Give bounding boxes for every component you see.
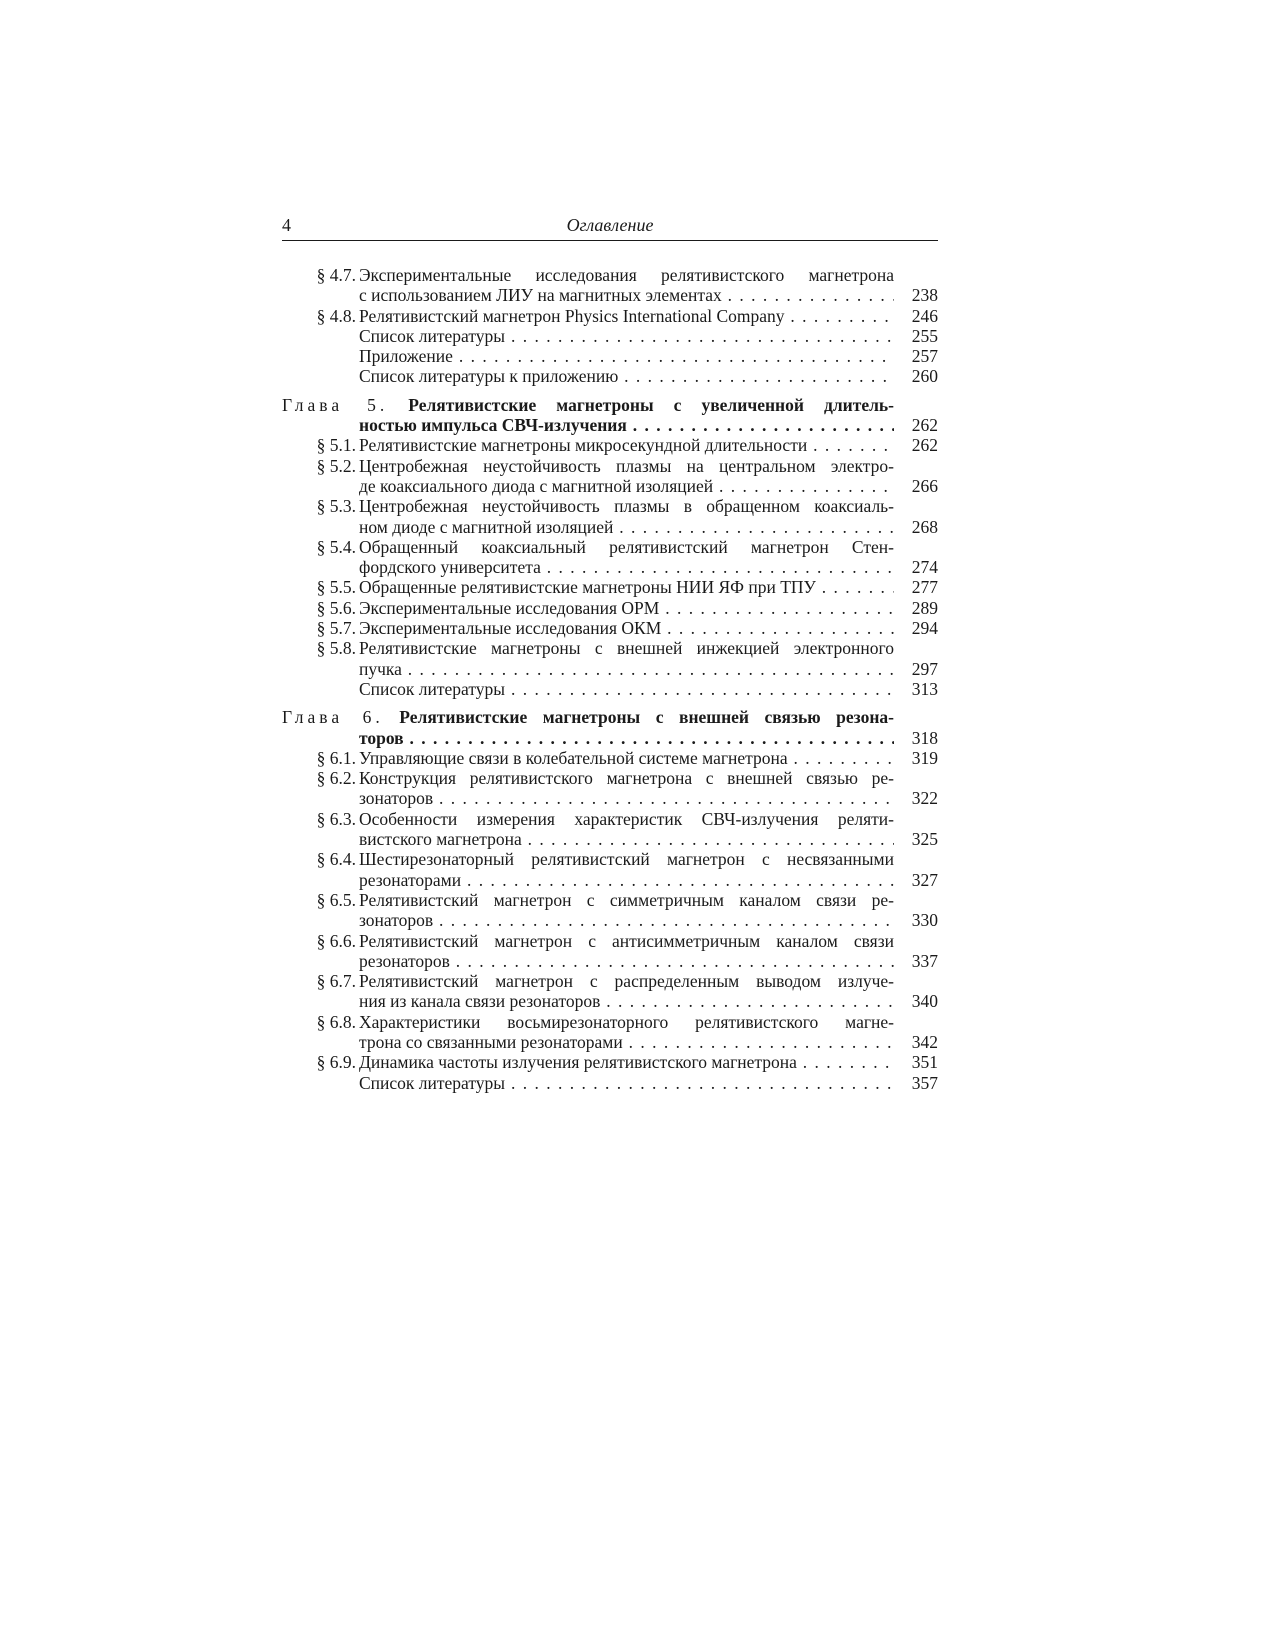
toc-entry-line (282, 306, 938, 326)
entry-title (359, 435, 894, 455)
entry-title-continued (359, 870, 894, 890)
running-title: Оглавление (566, 215, 654, 235)
chapter-title-continued (359, 415, 894, 435)
toc-entry-line (282, 476, 938, 496)
running-header (282, 214, 938, 241)
toc-entry-line (282, 537, 938, 557)
page-ref: 327 (911, 869, 938, 890)
entry-title-text: Приложение . . . (359, 346, 894, 366)
page-ref: 238 (911, 285, 938, 306)
entry-title-text: Динамика частоты излучения релятивистского магнетрона . . . (359, 1052, 894, 1072)
page-ref: 342 (911, 1031, 938, 1052)
section-number: § 5.6. (316, 597, 356, 618)
toc-entry-line (282, 890, 938, 910)
entry-title-text: ном диоде с магнитной изоляцией . . . (359, 517, 894, 537)
section-number: § 4.8. (316, 305, 356, 326)
entry-title: Шестирезонаторный релятивистский магнетрон с несвязанными (359, 849, 894, 870)
entry-title: Релятивистский магнетрон с симметричным каналом связи ре- (359, 889, 894, 910)
chapter-heading (282, 395, 938, 415)
entry-title-continued (359, 285, 894, 305)
page-ref: 277 (911, 577, 938, 598)
page-ref: 330 (911, 910, 938, 931)
toc-entry-line (282, 285, 938, 305)
toc-entry-line (282, 517, 938, 537)
entry-title-text: пучка . . . (359, 659, 894, 679)
entry-title-text: Список литературы . . . (359, 1073, 894, 1093)
chapter-title-text: Релятивистские магнетроны с увеличенной длитель- (408, 394, 894, 415)
section-number: § 5.1. (316, 435, 356, 456)
entry-title-continued (359, 991, 894, 1011)
entry-title-text: с использованием ЛИУ на магнитных элементах . . . (359, 285, 894, 305)
section-number: § 6.8. (316, 1011, 356, 1032)
chapter-title (282, 707, 894, 727)
toc-entry-line (282, 1012, 938, 1032)
entry-title: Релятивистский магнетрон с распределенным выводом излуче- (359, 971, 894, 992)
entry-title (359, 346, 894, 366)
toc-entry-line (282, 991, 938, 1011)
section-number: § 5.5. (316, 577, 356, 598)
entry-title: Центробежная неустойчивость плазмы на центральном электро- (359, 455, 894, 476)
section-number: § 5.7. (316, 618, 356, 639)
entry-title-text: Релятивистские магнетроны микросекундной длительности . . . (359, 435, 894, 455)
toc-entry-line (282, 679, 938, 699)
entry-title-text: резонаторами . . . (359, 870, 894, 890)
page-ref: 337 (911, 950, 938, 971)
toc-entry-line (282, 971, 938, 991)
entry-title-text: Список литературы к приложению . . . (359, 366, 894, 386)
toc-entry-line (282, 870, 938, 890)
entry-title-continued (359, 910, 894, 930)
toc-entry-line (282, 659, 938, 679)
entry-title: Центробежная неустойчивость плазмы в обращенном коаксиаль- (359, 496, 894, 517)
chapter-4-tail (282, 265, 938, 387)
entry-title-continued (359, 476, 894, 496)
page-ref: 289 (911, 597, 938, 618)
toc-entry-line (282, 577, 938, 597)
page-ref: 357 (911, 1072, 938, 1093)
toc-entry-line (282, 931, 938, 951)
entry-title (359, 366, 894, 386)
entry-title: Особенности измерения характеристик СВЧ-излучения реляти- (359, 808, 894, 829)
chapter-heading (282, 728, 938, 748)
entry-title-continued (359, 557, 894, 577)
section-number: § 6.2. (316, 768, 356, 789)
page-ref: 294 (911, 618, 938, 639)
entry-title-continued (359, 659, 894, 679)
section-number: § 6.9. (316, 1052, 356, 1073)
entry-title-text: Список литературы . . . (359, 326, 894, 346)
entry-title: Характеристики восьмирезонаторного релятивистского магне- (359, 1011, 894, 1032)
page-ref: 255 (911, 325, 938, 346)
entry-title (359, 326, 894, 346)
toc-entry-line (282, 1052, 938, 1072)
entry-title-text: зонаторов . . . (359, 788, 894, 808)
entry-title-continued (359, 829, 894, 849)
toc-entry-line (282, 748, 938, 768)
entry-title: Релятивистский магнетрон с антисимметричным каналом связи (359, 930, 894, 951)
toc-entry-line (282, 1073, 938, 1093)
entry-title-text: Управляющие связи в колебательной системе магнетрона . . . (359, 748, 894, 768)
page-ref: 351 (911, 1052, 938, 1073)
chapter-6 (282, 707, 938, 1093)
toc-entry-line (282, 638, 938, 658)
toc-entry-line (282, 1032, 938, 1052)
toc-entry-line (282, 435, 938, 455)
entry-title (359, 1052, 894, 1072)
toc-entry-line (282, 768, 938, 788)
entry-title (359, 306, 894, 326)
entry-title-continued (359, 951, 894, 971)
entry-title (359, 748, 894, 768)
toc-entry-line (282, 496, 938, 516)
toc-entry-line (282, 951, 938, 971)
page-ref: 268 (911, 516, 938, 537)
section-number: § 6.6. (316, 930, 356, 951)
entry-title (359, 598, 894, 618)
toc-entry-line (282, 346, 938, 366)
section-number: § 5.8. (316, 638, 356, 659)
entry-title-text: резонаторов . . . (359, 951, 894, 971)
chapter-5 (282, 395, 938, 699)
entry-title-text: фордского университета . . . (359, 557, 894, 577)
entry-title-text: Релятивистский магнетрон Physics International Company . . . (359, 306, 894, 326)
page-number: 4 (282, 215, 291, 235)
toc-entry-line (282, 788, 938, 808)
toc-entry-line (282, 265, 938, 285)
entry-title-text: де коаксиального диода с магнитной изоляцией . . . (359, 476, 894, 496)
section-number: § 6.4. (316, 849, 356, 870)
chapter-title-text: торов . . . (359, 728, 894, 748)
entry-title: Обращенный коаксиальный релятивистский магнетрон Стен- (359, 536, 894, 557)
toc-entry-line (282, 366, 938, 386)
section-number: § 5.4. (316, 536, 356, 557)
page-ref: 319 (911, 747, 938, 768)
toc-entry-line (282, 910, 938, 930)
entry-title-continued (359, 788, 894, 808)
entry-title (359, 618, 894, 638)
section-number: § 6.1. (316, 747, 356, 768)
entry-title-text: ния из канала связи резонаторов . . . (359, 991, 894, 1011)
entry-title-text: вистского магнетрона . . . (359, 829, 894, 849)
page-ref: 266 (911, 475, 938, 496)
chapter-title (282, 395, 894, 415)
chapter-heading (282, 707, 938, 727)
section-number: § 6.3. (316, 808, 356, 829)
page-ref: 325 (911, 829, 938, 850)
section-number: § 4.7. (316, 265, 356, 285)
section-number: § 6.5. (316, 889, 356, 910)
toc-entry-line (282, 809, 938, 829)
entry-title: Конструкция релятивистского магнетрона с внешней связью ре- (359, 768, 894, 789)
entry-title-text: зонаторов . . . (359, 910, 894, 930)
section-number: § 5.3. (316, 496, 356, 517)
toc-entry-line (282, 456, 938, 476)
section-number: § 5.2. (316, 455, 356, 476)
toc-entry-line (282, 326, 938, 346)
chapter-title-continued (359, 728, 894, 748)
toc-entry-line (282, 849, 938, 869)
entry-title-text: трона со связанными резонаторами . . . (359, 1032, 894, 1052)
page-ref: 318 (911, 727, 938, 748)
entry-title (359, 679, 894, 699)
entry-title (359, 1073, 894, 1093)
page-ref: 262 (911, 435, 938, 456)
chapter-label: Глава 5. (282, 394, 389, 415)
entry-title (359, 577, 894, 597)
entry-title: Экспериментальные исследования релятивистского магнетрона (359, 265, 894, 285)
page-ref: 297 (911, 658, 938, 679)
entry-title-continued (359, 1032, 894, 1052)
page-ref: 246 (911, 305, 938, 326)
chapter-title-text: ностью импульса СВЧ-излучения . . . (359, 415, 894, 435)
page-ref: 260 (911, 366, 938, 387)
toc-entry-line (282, 829, 938, 849)
table-of-contents (282, 265, 938, 1093)
toc-entry-line (282, 557, 938, 577)
page-ref: 262 (911, 415, 938, 436)
page-ref: 322 (911, 788, 938, 809)
page-ref: 340 (911, 991, 938, 1012)
entry-title-continued (359, 517, 894, 537)
chapter-label: Глава 6. (282, 707, 384, 728)
entry-title-text: Экспериментальные исследования ОРМ . . . (359, 598, 894, 618)
page-ref: 257 (911, 346, 938, 367)
toc-entry-line (282, 598, 938, 618)
entry-title-text: Обращенные релятивистские магнетроны НИИ ЯФ при ТПУ . . . (359, 577, 894, 597)
entry-title-text: Список литературы . . . (359, 679, 894, 699)
entry-title-text: Экспериментальные исследования ОКМ . . . (359, 618, 894, 638)
chapter-title-text: Релятивистские магнетроны с внешней связью резона- (399, 707, 894, 728)
toc-entry-line (282, 618, 938, 638)
entry-title: Релятивистские магнетроны с внешней инжекцией электронного (359, 638, 894, 659)
page-ref: 313 (911, 678, 938, 699)
section-number: § 6.7. (316, 971, 356, 992)
chapter-heading (282, 415, 938, 435)
page-ref: 274 (911, 557, 938, 578)
